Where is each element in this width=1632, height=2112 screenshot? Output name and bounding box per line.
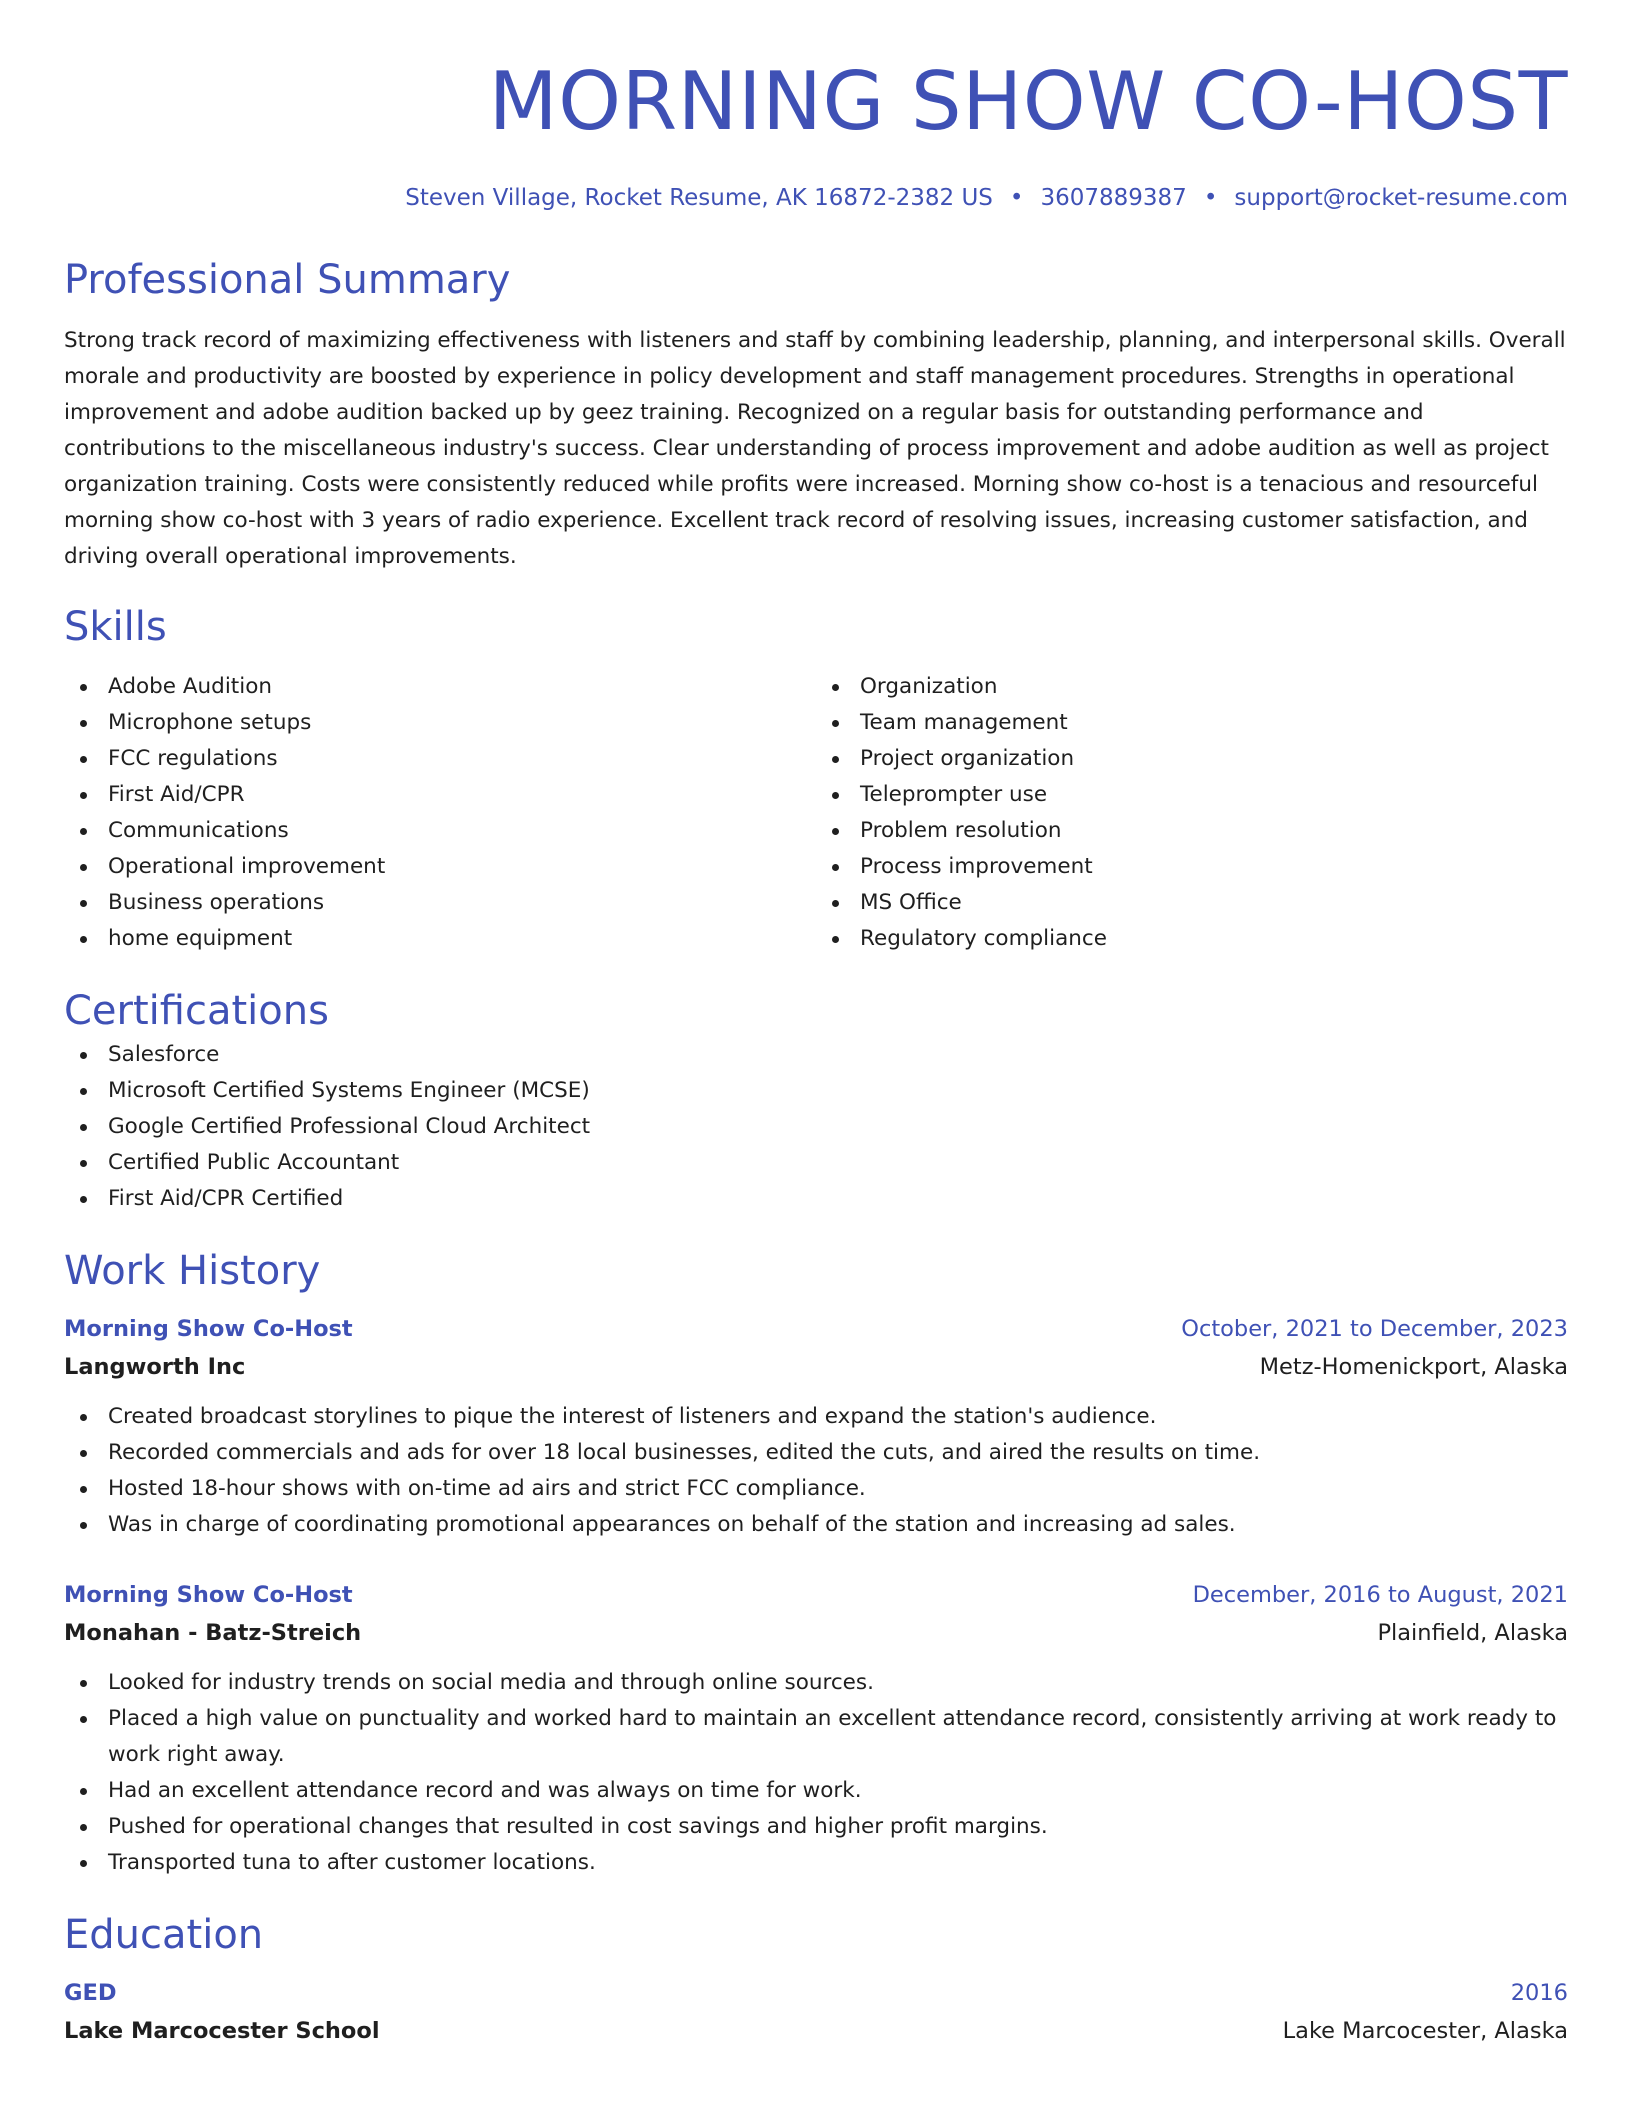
skill-item: Problem resolution (860, 813, 1568, 849)
education-year: 2016 (1510, 1980, 1568, 2006)
job-duties (64, 1399, 1568, 1543)
job-duty-item: Pushed for operational changes that resulted in cost savings and higher profit margins. (108, 1809, 1568, 1845)
job-header (64, 1577, 1568, 1613)
skill-item: Process improvement (860, 849, 1568, 885)
certification-item: First Aid/CPR Certified (108, 1181, 1568, 1217)
summary-text: Strong track record of maximizing effectiveness with listeners and staff by combining leadership, planning, and interpersonal skills. Overall morale and productivity are boosted by experience in policy development and staff management procedures. Strengths in operational improvement and adobe audition backed up by geez training. Recognized on a regular basis for outstanding performance and contributions to the miscellaneous industry's success. Clear understanding of process improvement and adobe audition as well as project organization training. Costs were consistently reduced while profits were increased. Morning show co-host is a tenacious and resourceful morning show co-host with 3 years of radio experience. Excellent track record of resolving issues, increasing customer satisfaction, and driving overall operational improvements. (64, 328, 1566, 569)
skills-column-right (816, 669, 1568, 957)
skill-item: Teleprompter use (860, 777, 1568, 813)
job-entry (64, 1577, 1568, 1881)
job-title: Morning Show Co-Host (64, 1316, 353, 1342)
skill-item: Regulatory compliance (860, 921, 1568, 957)
skill-item: MS Office (860, 885, 1568, 921)
contact-phone[interactable]: 3607889387 (1040, 185, 1187, 211)
certification-item: Salesforce (108, 1037, 1568, 1073)
skill-item: First Aid/CPR (108, 777, 816, 813)
certification-item: Google Certified Professional Cloud Architect (108, 1109, 1568, 1145)
job-title: Morning Show Co-Host (64, 1582, 353, 1608)
education-school: Lake Marcocester School (64, 2018, 380, 2044)
certifications-heading: Certifications (64, 988, 329, 1034)
job-duty-item: Had an excellent attendance record and was always on time for work. (108, 1773, 1568, 1809)
work-history-heading: Work History (64, 1248, 321, 1294)
skills-column-left (64, 669, 816, 957)
skill-item: Business operations (108, 885, 816, 921)
job-header (64, 1311, 1568, 1347)
contact-address: Steven Village, Rocket Resume, AK 16872-2382 US (405, 185, 993, 211)
skill-item: Project organization (860, 741, 1568, 777)
contact-separator: • (1009, 185, 1024, 211)
job-duties (64, 1665, 1568, 1881)
contact-line (64, 180, 1568, 216)
education-heading: Education (64, 1912, 264, 1958)
job-employer-row (64, 1613, 1568, 1653)
education-header (64, 1975, 1568, 2011)
education-entry (64, 1975, 1568, 2051)
job-company: Langworth Inc (64, 1354, 246, 1380)
skill-item: Organization (860, 669, 1568, 705)
certification-item: Certified Public Accountant (108, 1145, 1568, 1181)
certifications-list (64, 1037, 1568, 1217)
contact-email[interactable]: support@rocket-resume.com (1234, 185, 1568, 211)
skill-item: Team management (860, 705, 1568, 741)
certification-item: Microsoft Certified Systems Engineer (MCSE) (108, 1073, 1568, 1109)
job-company: Monahan - Batz-Streich (64, 1620, 362, 1646)
education-location: Lake Marcocester, Alaska (1282, 2018, 1568, 2044)
job-location: Metz-Homenickport, Alaska (1259, 1354, 1568, 1380)
contact-separator: • (1203, 185, 1218, 211)
job-duty-item: Hosted 18-hour shows with on-time ad airs and strict FCC compliance. (108, 1471, 1568, 1507)
job-duty-item: Looked for industry trends on social media and through online sources. (108, 1665, 1568, 1701)
candidate-name: MORNING SHOW CO-HOST (488, 55, 1568, 148)
job-dates: October, 2021 to December, 2023 (1181, 1316, 1568, 1342)
skill-item: Adobe Audition (108, 669, 816, 705)
job-dates: December, 2016 to August, 2021 (1192, 1582, 1568, 1608)
skill-item: Operational improvement (108, 849, 816, 885)
education-school-row (64, 2011, 1568, 2051)
job-duty-item: Created broadcast storylines to pique the interest of listeners and expand the station's audience. (108, 1399, 1568, 1435)
skills-heading: Skills (64, 604, 167, 650)
job-duty-item: Recorded commercials and ads for over 18 local businesses, edited the cuts, and aired the results on time. (108, 1435, 1568, 1471)
skill-item: home equipment (108, 921, 816, 957)
job-duty-item: Was in charge of coordinating promotional appearances on behalf of the station and increasing ad sales. (108, 1507, 1568, 1543)
job-duty-item: Transported tuna to after customer locations. (108, 1845, 1568, 1881)
job-duty-item: Placed a high value on punctuality and worked hard to maintain an excellent attendance record, consistently arriving at work ready to work right away. (108, 1701, 1568, 1773)
job-entry (64, 1311, 1568, 1543)
job-employer-row (64, 1347, 1568, 1387)
skill-item: FCC regulations (108, 741, 816, 777)
job-location: Plainfield, Alaska (1377, 1620, 1568, 1646)
education-degree: GED (64, 1980, 117, 2006)
skills-list (64, 669, 1568, 957)
skill-item: Communications (108, 813, 816, 849)
skill-item: Microphone setups (108, 705, 816, 741)
summary-heading: Professional Summary (64, 257, 511, 303)
